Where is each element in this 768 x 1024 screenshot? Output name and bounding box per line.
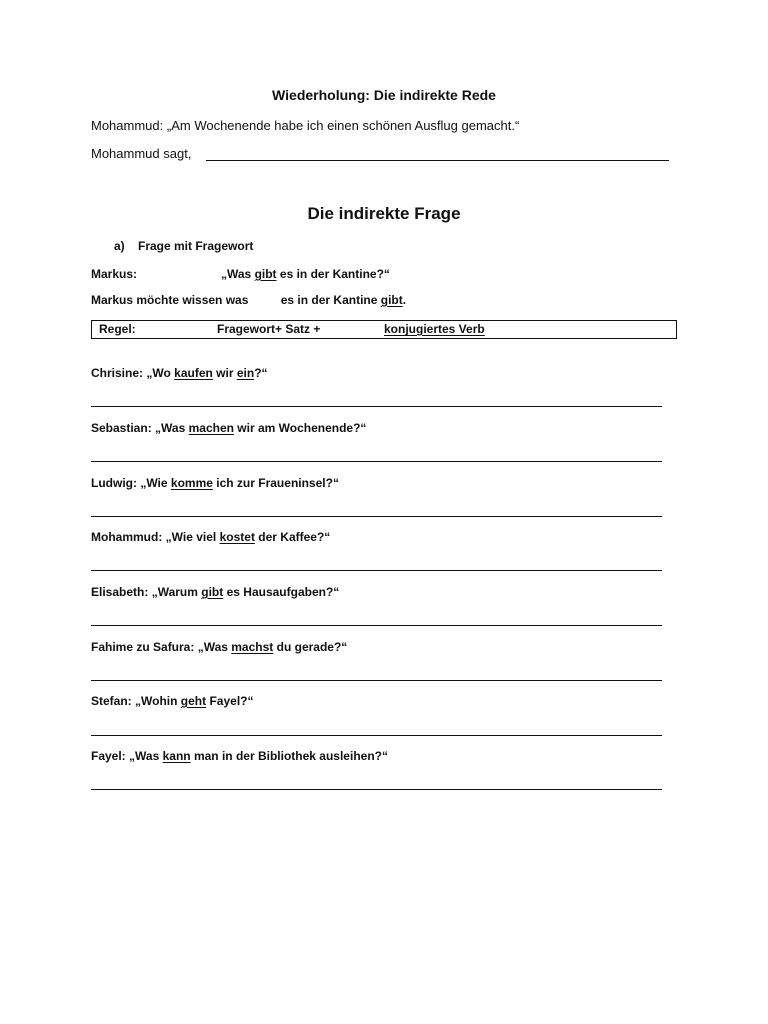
answer-line-2[interactable]: [91, 461, 662, 462]
transformed-end: .: [402, 293, 407, 307]
answer-line-7[interactable]: [91, 735, 662, 736]
example-quote-close: es in der Kantine?“: [276, 267, 390, 281]
exercise-speaker: Mohammud:: [91, 530, 163, 544]
exercise-verb: machen: [188, 421, 234, 435]
rule-verb: konjugiertes Verb: [384, 322, 485, 336]
exercise-4: [91, 530, 330, 544]
review-answer-prefix: Mohammud sagt,: [91, 146, 192, 161]
review-example: [91, 118, 519, 133]
exercise-question-open: „Was: [129, 749, 163, 763]
example-quote-open: „Was: [221, 267, 255, 281]
exercise-5: [91, 585, 339, 599]
exercise-6: [91, 640, 347, 654]
answer-line-4[interactable]: [91, 570, 662, 571]
exercise-speaker: Fayel:: [91, 749, 126, 763]
transformed-middle: es in der Kantine: [277, 293, 381, 307]
exercise-verb: geht: [180, 694, 207, 708]
exercise-question-open: „Wie viel: [165, 530, 220, 544]
example-transformed: [91, 293, 406, 307]
review-example-speaker: Mohammud:: [91, 118, 164, 133]
exercise-verb: gibt: [201, 585, 224, 599]
exercise-1: [91, 366, 268, 380]
exercise-question-middle: Fayel?“: [206, 694, 254, 708]
answer-line-6[interactable]: [91, 680, 662, 681]
exercise-speaker: Stefan:: [91, 694, 132, 708]
exercise-verb: komme: [170, 476, 213, 490]
transformed-question-word: was: [225, 293, 249, 307]
exercise-speaker: Elisabeth:: [91, 585, 149, 599]
exercise-question-open: „Was: [197, 640, 232, 654]
exercise-question-open: „Wohin: [135, 694, 181, 708]
exercise-question-middle: wir am Wochenende?“: [233, 421, 367, 435]
exercise-question-middle: wir: [212, 366, 237, 380]
section-title: Die indirekte Frage: [307, 204, 461, 223]
rule-label: Regel:: [99, 322, 136, 336]
answer-line-8[interactable]: [91, 789, 662, 790]
example-speaker: Markus:: [91, 267, 138, 281]
exercise-question-open: „Wie: [140, 476, 171, 490]
exercise-speaker: Fahime zu Safura:: [91, 640, 195, 654]
rule-formula: Fragewort+ Satz +: [217, 322, 321, 336]
exercise-question-middle: man in der Bibliothek ausleihen?“: [190, 749, 388, 763]
answer-line-1[interactable]: [91, 406, 662, 407]
review-example-quote: „Am Wochenende habe ich einen schönen Ausflug gemacht.“: [166, 118, 520, 133]
exercise-question-middle: der Kaffee?“: [254, 530, 331, 544]
exercise-question-middle: du gerade?“: [273, 640, 348, 654]
answer-line-3[interactable]: [91, 516, 662, 517]
exercise-speaker: Chrisine:: [91, 366, 144, 380]
exercise-7: [91, 694, 254, 708]
review-answer-line[interactable]: [206, 160, 669, 161]
review-title: Wiederholung: Die indirekte Rede: [272, 87, 496, 103]
answer-line-5[interactable]: [91, 625, 662, 626]
exercise-verb: machst: [231, 640, 274, 654]
example-quote-verb: gibt: [254, 267, 277, 281]
transformed-verb: gibt: [380, 293, 403, 307]
exercise-question-open: „Was: [155, 421, 189, 435]
review-answer-row: [91, 146, 191, 161]
exercise-question-open: „Wo: [146, 366, 175, 380]
exercise-speaker: Sebastian:: [91, 421, 152, 435]
exercise-particle: ein: [236, 366, 255, 380]
exercise-question-end: ?“: [254, 366, 268, 380]
subsection-title: Frage mit Fragewort: [138, 239, 254, 253]
exercise-question-middle: es Hausaufgaben?“: [223, 585, 340, 599]
exercise-verb: kaufen: [174, 366, 213, 380]
transformed-start: Markus möchte wissen: [91, 293, 226, 307]
rule-box: [91, 320, 677, 339]
exercise-verb: kann: [162, 749, 191, 763]
exercise-question-middle: ich zur Fraueninsel?“: [212, 476, 339, 490]
exercise-verb: kostet: [219, 530, 255, 544]
exercise-3: [91, 476, 339, 490]
example-quote: [221, 267, 390, 281]
exercise-question-open: „Warum: [151, 585, 202, 599]
exercise-speaker: Ludwig:: [91, 476, 137, 490]
exercise-2: [91, 421, 366, 435]
subsection-marker: a): [114, 239, 125, 253]
exercise-8: [91, 749, 388, 763]
